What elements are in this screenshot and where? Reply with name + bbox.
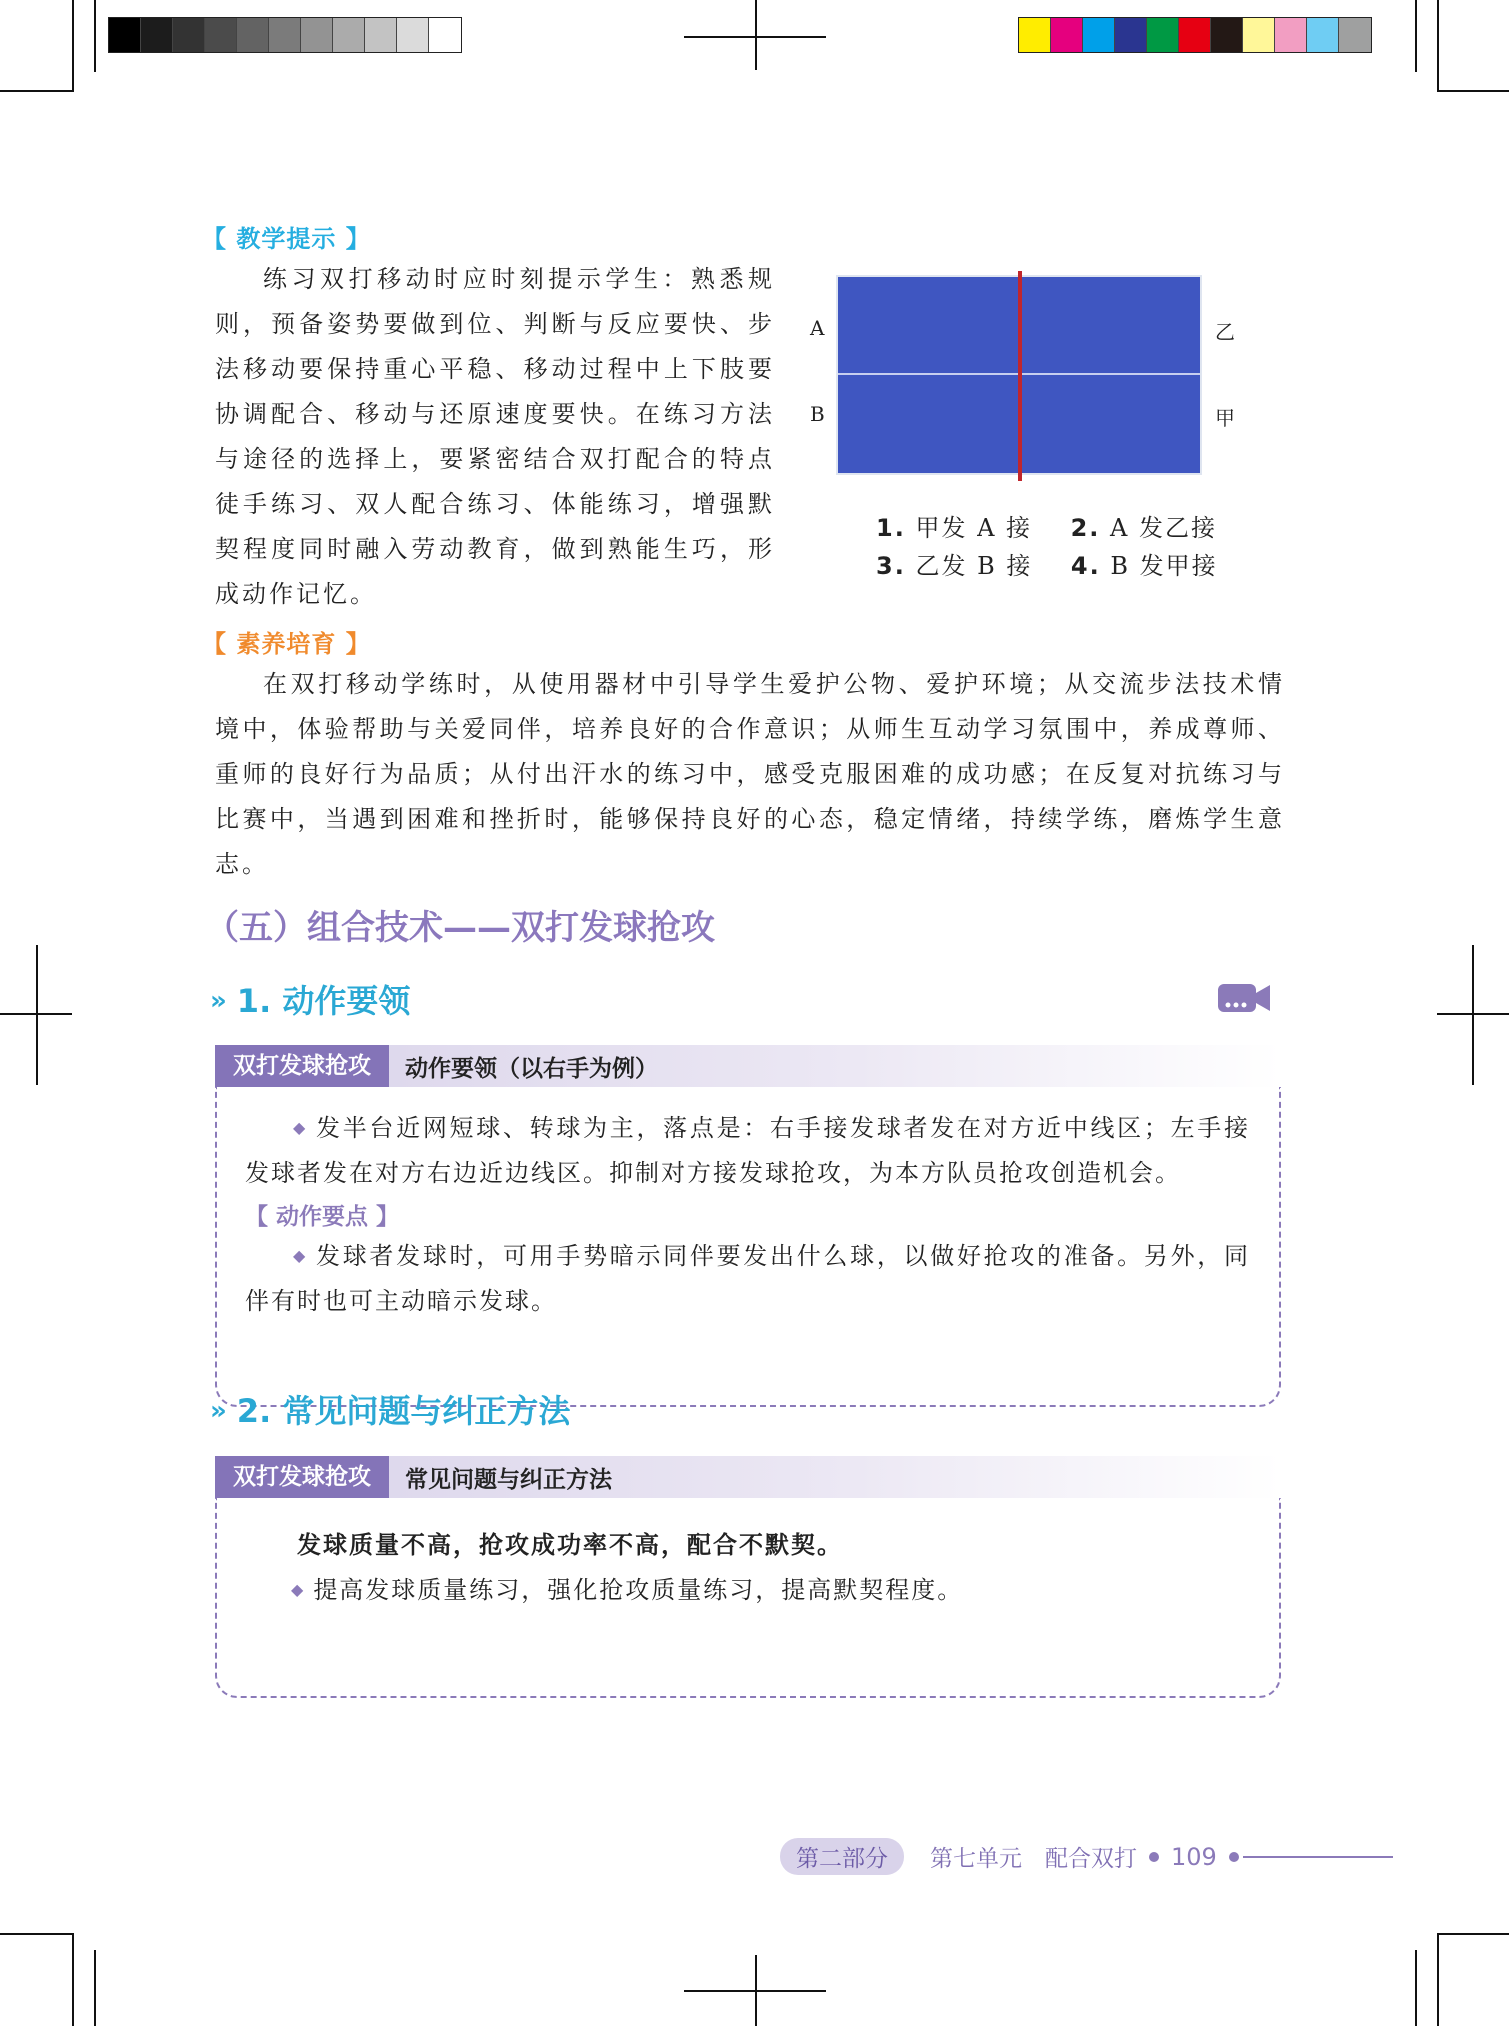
- technique-box-header: [215, 1045, 1281, 1087]
- teaching-hint-text: [215, 257, 775, 617]
- page-footer: [780, 1838, 1393, 1875]
- problem-statement: 发球质量不高，抢攻成功率不高，配合不默契。: [297, 1530, 843, 1559]
- problems-box-tag: 双打发球抢攻: [215, 1456, 389, 1498]
- technique-box-tag: 双打发球抢攻: [215, 1045, 389, 1087]
- technique-para2: [245, 1233, 1250, 1324]
- problems-box: [215, 1456, 1281, 1698]
- footer-unit: 第七单元 配合双打: [930, 1846, 1137, 1872]
- technique-box: [215, 1045, 1281, 1407]
- subsection-2-label: 2. 常见问题与纠正方法: [236, 1392, 571, 1430]
- teaching-hint-heading: 【 教学提示 】: [202, 225, 371, 253]
- technique-para2-text: 发球者发球时，可用手势暗示同伴要发出什么球，以做好抢攻的准备。另外，同伴有时也可主动暗示发球。: [245, 1242, 1250, 1315]
- footer-part: 第二部分: [780, 1838, 904, 1875]
- problems-box-column: 常见问题与纠正方法: [405, 1466, 612, 1493]
- footer-rule: [1243, 1856, 1393, 1858]
- label-jia: 甲: [1215, 406, 1235, 430]
- diagram-caption-row1: [876, 508, 1217, 543]
- fix-statement: [291, 1567, 1249, 1613]
- literacy-text: [215, 662, 1285, 887]
- grayscale-bar: [108, 17, 462, 53]
- caption-2-num: 2.: [1070, 514, 1101, 542]
- label-yi: 乙: [1215, 320, 1235, 344]
- chevron-icon: »: [210, 986, 227, 1016]
- fix-text: 提高发球质量练习，强化抢攻质量练习，提高默契程度。: [313, 1576, 964, 1604]
- diamond-bullet-icon: ◆: [293, 1246, 309, 1265]
- caption-4-num: 4.: [1070, 552, 1101, 580]
- technique-para1-text: 发半台近网短球、转球为主，落点是：右手接发球者发在对方近中线区；左手接发球者发在对方右边近边线区。抑制对方接发球抢攻，为本方队员抢攻创造机会。: [245, 1114, 1250, 1187]
- diamond-bullet-icon: ◆: [291, 1580, 306, 1599]
- label-b: B: [810, 402, 825, 426]
- technique-para1: [245, 1105, 1250, 1196]
- net: [1018, 271, 1022, 481]
- caption-3-num: 3.: [876, 552, 906, 580]
- problems-box-header: [215, 1456, 1281, 1498]
- technique-box-column: 动作要领（以右手为例）: [405, 1055, 658, 1082]
- caption-1: 甲发 A 接: [915, 514, 1033, 542]
- caption-4: B 发甲接: [1110, 552, 1218, 580]
- caption-3: 乙发 B 接: [915, 552, 1033, 580]
- subsection-1-label: 1. 动作要领: [236, 982, 411, 1020]
- video-camera-icon[interactable]: [1216, 981, 1272, 1015]
- page-number: 109: [1171, 1842, 1217, 1871]
- footer-dot-icon: [1149, 1852, 1159, 1862]
- footer-dot-icon: [1229, 1852, 1239, 1862]
- technique-box-body: [215, 1087, 1281, 1407]
- caption-1-num: 1.: [876, 514, 906, 542]
- label-a: A: [810, 316, 825, 340]
- table-top: [836, 275, 1202, 475]
- diamond-bullet-icon: ◆: [293, 1118, 309, 1137]
- section-title: （五）组合技术——双打发球抢攻: [205, 908, 715, 948]
- problems-box-body: [215, 1498, 1281, 1698]
- literacy-paragraph: 在双打移动学练时，从使用器材中引导学生爱护公物、爱护环境；从交流步法技术情境中，体验帮助与关爱同伴，培养良好的合作意识；从师生互动学习氛围中，养成尊师、重师的良好行为品质；从付出汗水的练习中，感受克服困难的成功感；在反复对抗练习与比赛中，当遇到困难和挫折时，能够保持良好的心态，稳定情绪，持续学练，磨炼学生意志。: [215, 670, 1285, 878]
- chevron-icon: »: [210, 1396, 227, 1426]
- subsection-1-title: [210, 976, 410, 1022]
- diagram-caption-row2: [876, 546, 1218, 581]
- literacy-heading: 【 素养培育 】: [202, 630, 371, 658]
- caption-2: A 发乙接: [1110, 514, 1218, 542]
- color-bar: [1018, 17, 1372, 53]
- teaching-hint-paragraph: 练习双打移动时应时刻提示学生：熟悉规则，预备姿势要做到位、判断与反应要快、步法移动要保持重心平稳、移动过程中上下肢要协调配合、移动与还原速度要快。在练习方法与途径的选择上，要紧密结合双打配合的特点徒手练习、双人配合练习、体能练习，增强默契程度同时融入劳动教育，做到熟能生巧，形成动作记忆。: [215, 265, 775, 608]
- subsection-2-title: [210, 1386, 570, 1432]
- key-points-heading: 【 动作要点 】: [245, 1204, 400, 1230]
